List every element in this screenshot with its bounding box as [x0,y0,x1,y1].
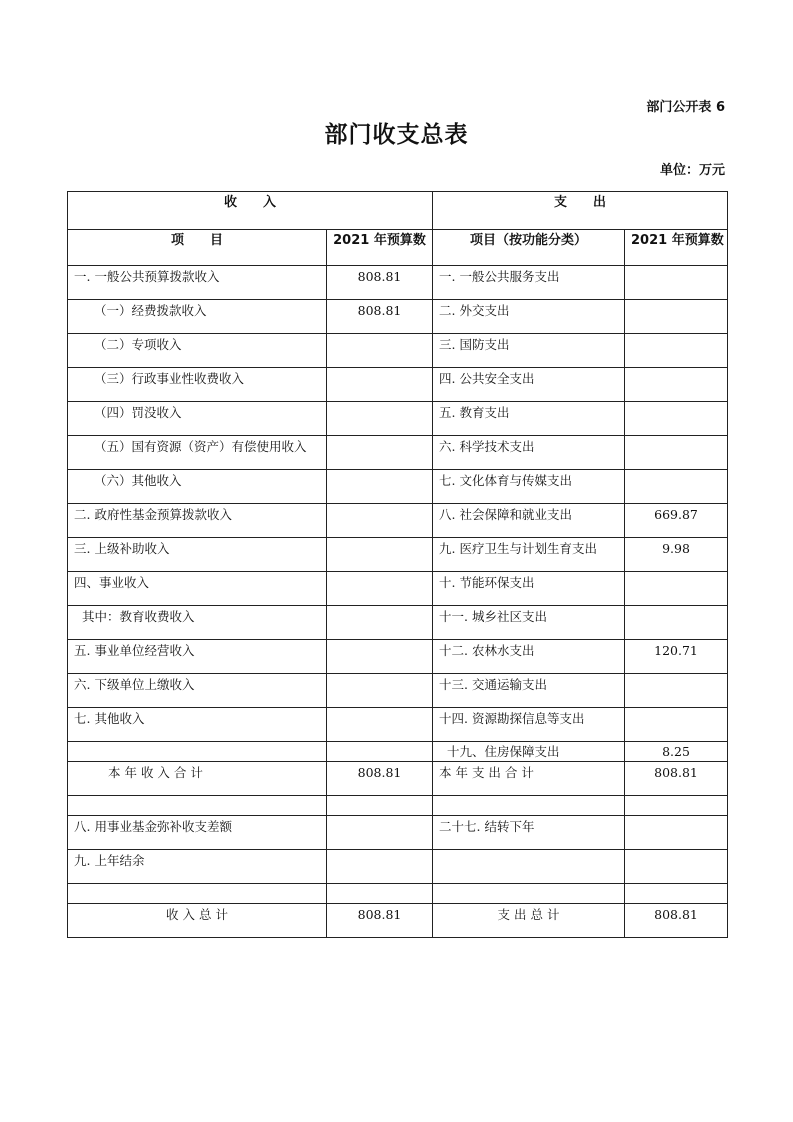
table-row [68,334,728,368]
income-item: 三. 上级补助收入 [68,538,327,572]
income-value [327,708,433,742]
income-item: 一. 一般公共预算拨款收入 [68,266,327,300]
document-code: 部门公开表 6 [646,100,725,115]
unit-label: 单位：万元 [659,163,725,178]
income-item: （二）专项收入 [68,334,327,368]
income-value [327,572,433,606]
empty-cell [327,884,433,904]
expense-item: 一. 一般公共服务支出 [433,266,625,300]
expense-item: 四. 公共安全支出 [433,368,625,402]
income-item: （六）其他收入 [68,470,327,504]
expense-item: 六. 科学技术支出 [433,436,625,470]
expense-item: 九. 医疗卫生与计划生育支出 [433,538,625,572]
expense-value [625,708,728,742]
expense-value [625,368,728,402]
expense-value: 120.71 [625,640,728,674]
budget2-column-header: 2021 年预算数 [625,230,728,266]
empty-cell [68,796,327,816]
table-row [68,266,728,300]
expense-item: 二十七. 结转下年 [433,816,625,850]
income-grand-total-label: 收 入 总 计 [68,904,327,938]
grand-total-row [68,904,728,938]
empty-cell [327,816,433,850]
expense-value [625,266,728,300]
income-item: 九. 上年结余 [68,850,327,884]
column-header-row [68,230,728,266]
expense-value: 669.87 [625,504,728,538]
income-item: 七. 其他收入 [68,708,327,742]
table-row [68,368,728,402]
income-value: 808.81 [327,300,433,334]
table-row [68,300,728,334]
table-row [68,504,728,538]
expense-grand-total-value: 808.81 [625,904,728,938]
section-header-row [68,192,728,230]
expense-item: 五. 教育支出 [433,402,625,436]
income-item: （五）国有资源（资产）有偿使用收入 [68,436,327,470]
expense-value [625,436,728,470]
income-value [327,538,433,572]
expense-item: 十. 节能环保支出 [433,572,625,606]
expense-value: 8.25 [625,742,728,762]
last-year-row [68,850,728,884]
table-row [68,708,728,742]
income-value [327,368,433,402]
empty-cell [625,816,728,850]
page-title: 部门收支总表 [324,122,469,148]
year-expense-total-label: 本 年 支 出 合 计 [433,762,625,796]
item-column-header: 项 目 [68,230,327,266]
expense-value [625,674,728,708]
income-value [327,504,433,538]
year-income-total-value: 808.81 [327,762,433,796]
empty-cell [327,742,433,762]
income-item: 其中：教育收费收入 [68,606,327,640]
empty-cell [625,884,728,904]
income-grand-total-value: 808.81 [327,904,433,938]
empty-cell [433,850,625,884]
year-total-row [68,762,728,796]
expense-value [625,402,728,436]
expense-value: 9.98 [625,538,728,572]
income-item: 四、事业收入 [68,572,327,606]
budget-table [67,191,728,938]
income-item: 五. 事业单位经营收入 [68,640,327,674]
table-row [68,572,728,606]
empty-cell [625,796,728,816]
income-value [327,334,433,368]
income-item: 八. 用事业基金弥补收支差额 [68,816,327,850]
table-row [68,640,728,674]
expense-value [625,470,728,504]
income-value [327,436,433,470]
income-value: 808.81 [327,266,433,300]
housing-row [68,742,728,762]
empty-cell [68,742,327,762]
income-item: （一）经费拨款收入 [68,300,327,334]
table-row [68,470,728,504]
expense-section-header: 支 出 [433,192,728,230]
table-row [68,674,728,708]
empty-cell [68,884,327,904]
year-expense-total-value: 808.81 [625,762,728,796]
expense-item: 十九、住房保障支出 [433,742,625,762]
empty-cell [327,850,433,884]
income-value [327,674,433,708]
income-value [327,470,433,504]
table-row [68,402,728,436]
income-item: 二. 政府性基金预算拨款收入 [68,504,327,538]
expense-item: 八. 社会保障和就业支出 [433,504,625,538]
expense-value [625,300,728,334]
expense-grand-total-label: 支 出 总 计 [433,904,625,938]
table-row [68,538,728,572]
expense-item: 十二. 农林水支出 [433,640,625,674]
expense-value [625,572,728,606]
table-row [68,436,728,470]
blank-row [68,796,728,816]
expense-item: 七. 文化体育与传媒支出 [433,470,625,504]
function-item-column-header: 项目（按功能分类） [433,230,625,266]
expense-item: 二. 外交支出 [433,300,625,334]
income-item: （三）行政事业性收费收入 [68,368,327,402]
empty-cell [433,796,625,816]
empty-cell [433,884,625,904]
expense-item: 十三. 交通运输支出 [433,674,625,708]
expense-value [625,334,728,368]
income-item: 六. 下级单位上缴收入 [68,674,327,708]
fund-row [68,816,728,850]
income-value [327,402,433,436]
income-item: （四）罚没收入 [68,402,327,436]
income-value [327,640,433,674]
income-section-header: 收 入 [68,192,433,230]
expense-value [625,606,728,640]
expense-item: 十四. 资源勘探信息等支出 [433,708,625,742]
expense-item: 三. 国防支出 [433,334,625,368]
empty-cell [625,850,728,884]
income-value [327,606,433,640]
expense-item: 十一. 城乡社区支出 [433,606,625,640]
budget-column-header: 2021 年预算数 [327,230,433,266]
empty-cell [327,796,433,816]
table-row [68,606,728,640]
year-income-total-label: 本 年 收 入 合 计 [68,762,327,796]
blank-row [68,884,728,904]
